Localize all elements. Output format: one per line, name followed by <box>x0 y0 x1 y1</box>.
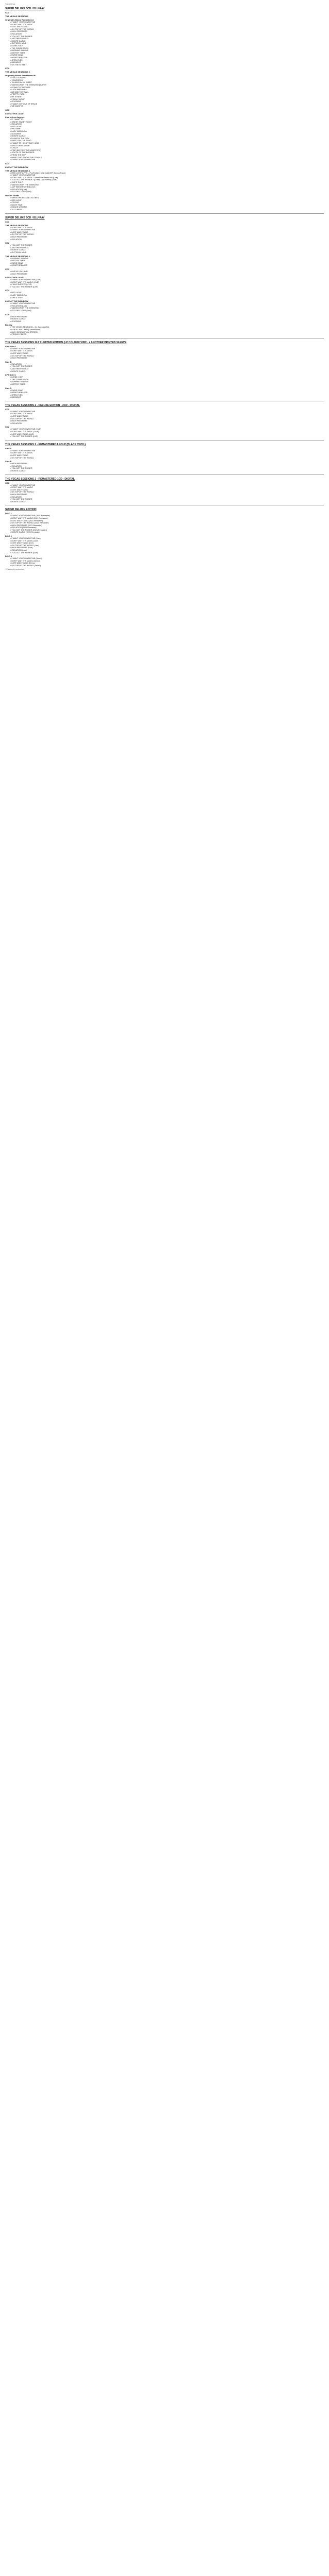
track-item: • LONELY BOY <box>10 376 324 379</box>
track-item: • I WANT GOT OUT OF SPACE <box>10 103 324 106</box>
track-item: • DON'T WAIT IT'S MAGIC <box>10 227 324 229</box>
release-title: THE VEGAS SESSIONS 2 - REMASTERED LP/1LP (BLACK VINYL) <box>5 443 86 446</box>
track-item: • WAITING FOR THE WEEKEND <box>10 307 324 310</box>
track-item: • DON'T WAIT IT'S MAGIC <box>10 413 324 415</box>
track-item: • HIGH PRESSURE <box>10 420 324 422</box>
tracklist-block <box>5 313 324 323</box>
track-item: • LIVING IN THE CITY <box>10 138 324 140</box>
tracklist-block <box>5 109 324 111</box>
track-item: • MONTE CARLO <box>10 370 324 373</box>
track-item: • LOST AND FOUND (Demo) <box>10 562 324 565</box>
track-item: • I WANT TO HOLD YOUR HAND <box>10 142 324 145</box>
track-item: • BURNING IN LOVE <box>10 258 324 260</box>
disc-label: THE VEGAS SESSIONS 2 <box>5 71 30 74</box>
track-item: • AUF WIEDERSEHEN (Live) <box>10 186 324 189</box>
footer-note: * Previously unreleased <box>5 568 24 570</box>
track-item: • ISOLATION <box>10 496 324 499</box>
track-item: • ONCE UPON A TIME <box>10 145 324 147</box>
track-item: • ON TOP OF THE WORLD <box>10 28 324 31</box>
track-item: • DON'T WAIT IT'S MAGIC <box>10 350 324 352</box>
disc-label: Side D <box>5 386 12 389</box>
track-item: • BURNING IN LOVE <box>10 49 324 52</box>
track-item: • I'M A MAN <box>10 128 324 130</box>
tracklist-block <box>5 300 324 312</box>
track-item: • ANOTHER WORLD <box>10 247 324 249</box>
track-item: • ALL I WANT <box>10 209 324 211</box>
tracklist-block <box>5 447 324 459</box>
tracklist-block <box>5 162 324 165</box>
disc-label: Live in Los Angeles <box>5 116 25 118</box>
track-item: • LOST AND FOUND <box>10 489 324 492</box>
track-item: • YOU GOT THE POWER (LIVE) <box>10 286 324 289</box>
track-item: • DON'T WAIT IT'S MAGIC (LIVE) <box>10 281 324 284</box>
track-item: • ON TOP OF THE WORLD (2021 Remaster) <box>10 522 324 524</box>
tracklist-block <box>5 387 324 399</box>
disc-label: CD2 <box>5 67 10 70</box>
track-item: • PARTY ON THE ROAD <box>10 140 324 142</box>
track-item: • SHE'S TIGHT <box>10 181 324 184</box>
track-item: • HEART BREAKER <box>10 57 324 59</box>
tracklist-block <box>5 112 324 115</box>
disc-label: LIVE AT HOLLAND <box>5 276 24 279</box>
disc-label: DISC 1 <box>5 512 12 515</box>
track-item: • ISOLATION <box>10 363 324 366</box>
track-item: • LOST AND FOUND <box>10 415 324 418</box>
track-item: • IT'S ONLY LOVE (Live) <box>10 310 324 312</box>
track-item: • LOST AND FOUND <box>10 352 324 355</box>
track-item: • MONTE CARLO <box>10 135 324 138</box>
track-item: • MONTE CARLO <box>10 249 324 251</box>
release-title: THE VEGAS SESSIONS 2LP / LIMITED EDITION (LP COLOUR VINYL + ANOTHER PRINTED SLEEVE <box>5 341 127 344</box>
disc-label: THE VEGAS SESSIONS 2 <box>5 255 30 258</box>
disc-label: CD3 <box>5 267 10 270</box>
track-item: • DON'T WAIT IT'S MAGIC <box>10 452 324 454</box>
tracklist-block <box>5 361 324 372</box>
release-section <box>5 341 324 399</box>
track-item: • I WANT YOU TO WANT ME <box>10 411 324 413</box>
release-section <box>5 7 324 211</box>
tracklist-block <box>5 67 324 70</box>
track-item: • MONTE CARLO <box>10 40 324 43</box>
release-title: THE VEGAS SESSIONS 2 - DELUXE EDITION - 2CD - DIGITAL <box>5 403 80 407</box>
track-item: • HIGH PRESSURE <box>10 463 324 465</box>
disc-label: Originally Mixed Remastered <box>5 19 34 21</box>
track-item: • IF I WANT TO <box>10 118 324 121</box>
track-item: • BEHIND THE WALL <box>10 91 324 94</box>
track-item: • I WILL SURVIVE <box>10 77 324 79</box>
tracklist-block <box>5 289 324 299</box>
track-item: • LOST AND FOUND (Live) <box>10 542 324 545</box>
track-item: • ISOLATION <box>10 465 324 468</box>
disc-label: THE VEGAS SESSIONS <box>5 15 28 18</box>
tracklist-block <box>5 15 324 18</box>
track-item: • CRYING <box>10 201 324 204</box>
track-item: • YOU GOT THE POWER (LIVE) <box>10 435 324 438</box>
tracklist-block <box>5 221 324 223</box>
tracklist-block <box>5 224 324 241</box>
track-item: • NIGHT TIME <box>10 204 324 207</box>
disc-label: DISC 2 <box>5 535 12 538</box>
track-item: • LOST AND FOUND (LIVE) <box>10 433 324 436</box>
track-item: • LOST AND FOUND (2021 Remaster) <box>10 520 324 522</box>
track-item: • ISOLATION <box>10 33 324 36</box>
disc-label: LIVE AT HOLLAND <box>5 112 24 115</box>
track-item: • HIGH PRESSURE <box>10 494 324 496</box>
track-item: • ISOLATION (Live) <box>10 189 324 191</box>
disc-label: CD2 <box>5 426 10 429</box>
track-item: • MIDNIGHT <box>10 61 324 64</box>
track-item: • PARIS SONG <box>10 389 324 392</box>
track-item: • LADY MADONNA <box>10 294 324 297</box>
release-list <box>5 7 324 567</box>
track-item: • YOU GOT THE POWER <box>10 467 324 470</box>
track-item: • I WANT YOU TO WANT ME <box>10 174 324 177</box>
track-item: • ISOLATION <box>10 239 324 241</box>
track-item: • LIVE AT HOLLAND (Concert Film) <box>10 329 324 331</box>
track-item: • DON'T WAIT IT'S MAGIC / Wishbone Remix Mix (Live) <box>10 177 324 179</box>
track-item: • I WANT YOU TO WANT ME <box>10 159 324 161</box>
tracklist-block <box>5 460 324 472</box>
track-item: • ON TOP OF THE WORLD <box>10 355 324 358</box>
track-item: • HIGH PRESSURE <box>10 30 324 33</box>
track-item: • YOU GOT THE POWER <box>10 244 324 247</box>
track-item: • I WANT YOU TO WANT ME <box>10 450 324 452</box>
release-section <box>5 478 324 503</box>
disc-label: CD4 <box>5 289 10 292</box>
track-item: • BETTER TIMES <box>10 383 324 386</box>
release-section <box>5 404 324 438</box>
tracklist-block <box>5 512 324 534</box>
track-item: • HIGH PRESSURE <box>10 273 324 276</box>
track-item: • RED LIGHT (LIVE) – PLUS (Jam) MINI DANCER (Bonus Track) <box>10 172 324 175</box>
track-item: • MONTE CARLO <box>10 501 324 503</box>
disc-label: CD3 <box>5 109 10 111</box>
disc-label: LIVE AT THE RAINBOW <box>5 165 28 168</box>
track-item: • THE CONFESSION <box>10 47 324 50</box>
disc-label: CD1 <box>5 220 10 223</box>
track-item: • FRIDAY NIGHT <box>10 98 324 101</box>
track-item: • PARIS SONG <box>10 262 324 265</box>
track-item: • LADY MADONNA <box>10 89 324 91</box>
track-item: • I WANT YOU TO WANT ME <box>10 348 324 350</box>
track-item: • GOODBYE <box>10 100 324 103</box>
disc-label: Gibson Guitar <box>5 194 19 197</box>
track-item: • WE WANT IT <box>10 105 324 108</box>
track-item: • MONTE CARLO (2021 Remaster) <box>10 531 324 534</box>
tracklist-block <box>5 535 324 554</box>
track-item: • ISOLATION (2021 Remaster) <box>10 527 324 529</box>
track-item: • I WANT YOU TO WANT ME (Demo) <box>10 557 324 560</box>
disc-label: Side A <box>5 447 12 450</box>
document <box>0 0 329 576</box>
disc-label: LIVE AT THE RAINBOW <box>5 300 28 303</box>
track-item: • DON'T WAIT IT'S MAGIC <box>10 24 324 26</box>
tracklist-block <box>5 324 324 335</box>
tracklist-block <box>5 74 324 108</box>
track-item: • I WANT YOU TO WANT ME (Live) <box>10 537 324 540</box>
track-item: • THE CONFESSION <box>10 379 324 381</box>
disc-label: Side B <box>5 460 12 463</box>
release-section <box>5 443 324 472</box>
track-item: • WAITING FOR THE WEEKEND (SUPER <box>10 84 324 87</box>
track-item: • OUTTA MY MIND <box>10 42 324 45</box>
track-item: • HIGH PRESSURE (Live) <box>10 547 324 549</box>
track-item: • LOST AND FOUND <box>10 26 324 28</box>
tracklist-block <box>5 194 324 211</box>
track-item: • OPEN EYES <box>10 394 324 397</box>
track-item: • ISOLATION (Live) <box>10 549 324 552</box>
track-item: • DON'T WAIT IT'S MAGIC (Live) <box>10 540 324 543</box>
track-item: • I WANT YOU TO WANT ME <box>10 229 324 231</box>
disc-label: THE VEGAS SESSIONS <box>5 224 28 227</box>
track-item: • FROM THE TOP <box>10 154 324 157</box>
track-item: • YOU GOT THE POWER / (Cheap Trick Remix) (Live) <box>10 179 324 181</box>
track-item: • HAND THAT ROCKS THE CRADLE <box>10 157 324 159</box>
tracklist-block <box>5 71 324 73</box>
track-item: • TOMORROW <box>10 79 324 82</box>
tracklist-block <box>5 482 324 503</box>
track-item: • MY STREET <box>10 96 324 98</box>
track-item: • SHE'S TIGHT <box>10 297 324 299</box>
disc-label: LP2 Side C <box>5 374 16 377</box>
release-title: THE VEGAS SESSIONS 2 - REMASTERED 1CD - DIGITAL <box>5 477 75 481</box>
track-item: • THE VEGAS SESSIONS – 5.1 Surround Mix <box>10 326 324 329</box>
track-item: • MONTE CARLO <box>10 318 324 320</box>
track-item: • ON THE STREET <box>10 64 324 66</box>
track-item: • ON TOP OF THE WORLD <box>10 457 324 460</box>
track-item: • I WANT YOU TO WANT ME <box>10 302 324 305</box>
track-item: • LADY MADONNA <box>10 130 324 133</box>
release-title: SUPER DELUXE 5CD / BLU-RAY <box>5 216 45 219</box>
disc-label: CD1 <box>5 11 10 14</box>
track-item: • I WANT YOU TO WANT ME (2021 Remaster) <box>10 515 324 517</box>
header-note: Tracklistings <box>5 3 15 5</box>
track-item: • RED LIGHT <box>10 126 324 128</box>
track-item: • ON TOP OF THE WORLD <box>10 418 324 420</box>
track-item: • LOST AND FOUND <box>10 231 324 234</box>
track-item: • BETTER TIMES <box>10 52 324 55</box>
track-item: • GOODBYE <box>10 320 324 323</box>
track-item: • BETTER TIMES <box>10 260 324 262</box>
track-item: • DON'T WAIT IT'S MAGIC (2021 Remaster) <box>10 517 324 520</box>
tracklist-block <box>5 345 324 360</box>
track-item: • SOUTH OF THE BORDER <box>10 151 324 154</box>
track-item: • PRETTY FACE <box>10 93 324 96</box>
tracklist-block <box>5 408 324 425</box>
track-item: • I WANT YOU TO WANT ME <box>10 21 324 24</box>
disc-label: LP1 Side A <box>5 345 16 348</box>
disc-label: CD5 <box>5 313 10 316</box>
release-section <box>5 508 324 567</box>
track-item: • YOU GOT THE POWER (Live) <box>10 552 324 554</box>
track-item: • I WANT YOU TO WANT ME (LIVE) <box>10 279 324 281</box>
track-item: • YOU GOT THE POWER (2021 Remaster) <box>10 529 324 532</box>
track-item: • RED LIGHT <box>10 199 324 202</box>
tracklist-block <box>5 242 324 253</box>
disc-label: THE VEGAS SESSIONS 4 <box>5 169 30 172</box>
track-item: • OUTTA MY MIND <box>10 251 324 254</box>
tracklist-block <box>5 170 324 193</box>
track-item: • ON TOP OF THE WORLD <box>10 233 324 236</box>
track-item: • WAITING FOR THE WEEKEND <box>10 184 324 187</box>
tracklist-block <box>5 255 324 267</box>
track-item: • DON'T WAIT IT'S MAGIC (Demo) <box>10 560 324 563</box>
track-item: • HIGH PRESSURE (2021 Remaster) <box>10 524 324 527</box>
track-item: • HIGH RESOLUTION STEREO <box>10 331 324 334</box>
track-item: • LONELY BOY <box>10 45 324 47</box>
release-title: SUPER DELUXE 5CD / BLU-RAY <box>5 7 45 10</box>
track-item: • ISOLATION <box>10 123 324 126</box>
disc-label: DISC 3 <box>5 555 12 558</box>
track-item: • DON'T WAIT IT'S MAGIC (LIVE) <box>10 431 324 433</box>
disc-label: Blu-ray <box>5 324 12 327</box>
tracklist-block <box>5 555 324 567</box>
track-item: • I WANT YOU TO WANT ME <box>10 484 324 487</box>
track-item: • I WILL SURVIVE (LIVE) <box>10 283 324 286</box>
disc-label: CD1 <box>5 408 10 411</box>
tracklist-block <box>5 19 324 66</box>
track-item: • ON TOP OF THE WORLD (Demo) <box>10 565 324 567</box>
track-item: • GOODBYE <box>10 133 324 135</box>
tracklist-block <box>5 166 324 168</box>
track-item: • MIDNIGHT <box>10 396 324 399</box>
track-item: • FIRE (BEFORE THE MONSTERS) <box>10 149 324 152</box>
track-item: • YOU GOT THE POWER <box>10 36 324 38</box>
track-item: • YOU GOT THE POWER <box>10 498 324 501</box>
tracklist-block <box>5 11 324 14</box>
release-divider <box>5 213 324 214</box>
track-item: • DON'T WAIT IT'S MAGIC <box>10 486 324 489</box>
track-item: • CRAZY <box>10 147 324 149</box>
track-item: • LIVE IN HOLLAND <box>10 270 324 273</box>
track-item: • MONTE CARLO <box>10 470 324 472</box>
track-item: • DANCE WITH ME <box>10 206 324 209</box>
track-item: • DOWN TO THE WIRE <box>10 87 324 89</box>
track-item: • PARIS SONG <box>10 54 324 57</box>
track-item: • TALKING IN MY SLEEP <box>10 81 324 84</box>
track-item: • I WANT YOU TO WANT ME (LIVE) <box>10 428 324 431</box>
disc-label: Side B <box>5 360 12 363</box>
tracklist-block <box>5 116 324 161</box>
track-item: • OPEN EYES <box>10 59 324 62</box>
track-item: • BURNING IN LOVE <box>10 381 324 383</box>
track-item: • HIGH PRESSURE <box>10 357 324 360</box>
release-section <box>5 216 324 336</box>
disc-label: CD1 <box>5 481 10 484</box>
track-item: • ANOTHER WORLD <box>10 38 324 40</box>
disc-label: CD2 <box>5 242 10 245</box>
track-item: • RED LIGHT <box>10 292 324 294</box>
track-item: • ON TOP OF THE WORLD <box>10 491 324 494</box>
track-item: • HEART BREAKER <box>10 392 324 394</box>
track-item: • ON TOP OF THE WORLD (Live) <box>10 545 324 547</box>
tracklist-block <box>5 268 324 275</box>
track-item: • SWEET SWEET NIGHT <box>10 121 324 124</box>
disc-label: Originally Mixed Remastered B <box>5 74 36 77</box>
track-item: • HIGH PRESSURE <box>10 236 324 239</box>
release-title: SUPER DELUXE EDITION <box>5 508 37 512</box>
track-item: • PROMO VIDEOS <box>10 333 324 336</box>
release-divider <box>5 474 324 475</box>
track-item: • HIGH PRESSURE <box>10 316 324 318</box>
tracklist-block <box>5 426 324 437</box>
track-item: • ANOTHER WORLD <box>10 368 324 370</box>
track-item: • YOU GOT THE POWER <box>10 365 324 368</box>
track-item: • ISOLATION (Live) <box>10 305 324 308</box>
track-item: • ISOLATION <box>10 422 324 425</box>
track-item: • IT'S ONLY LOVE (Live) <box>10 191 324 193</box>
tracklist-block <box>5 374 324 385</box>
track-item: • WHEN THE ROLLING STONES <box>10 197 324 199</box>
track-item: • LOST AND FOUND <box>10 454 324 457</box>
tracklist-block <box>5 276 324 288</box>
disc-label: CD4 <box>5 162 10 165</box>
track-item: • HEART BREAKER <box>10 264 324 267</box>
